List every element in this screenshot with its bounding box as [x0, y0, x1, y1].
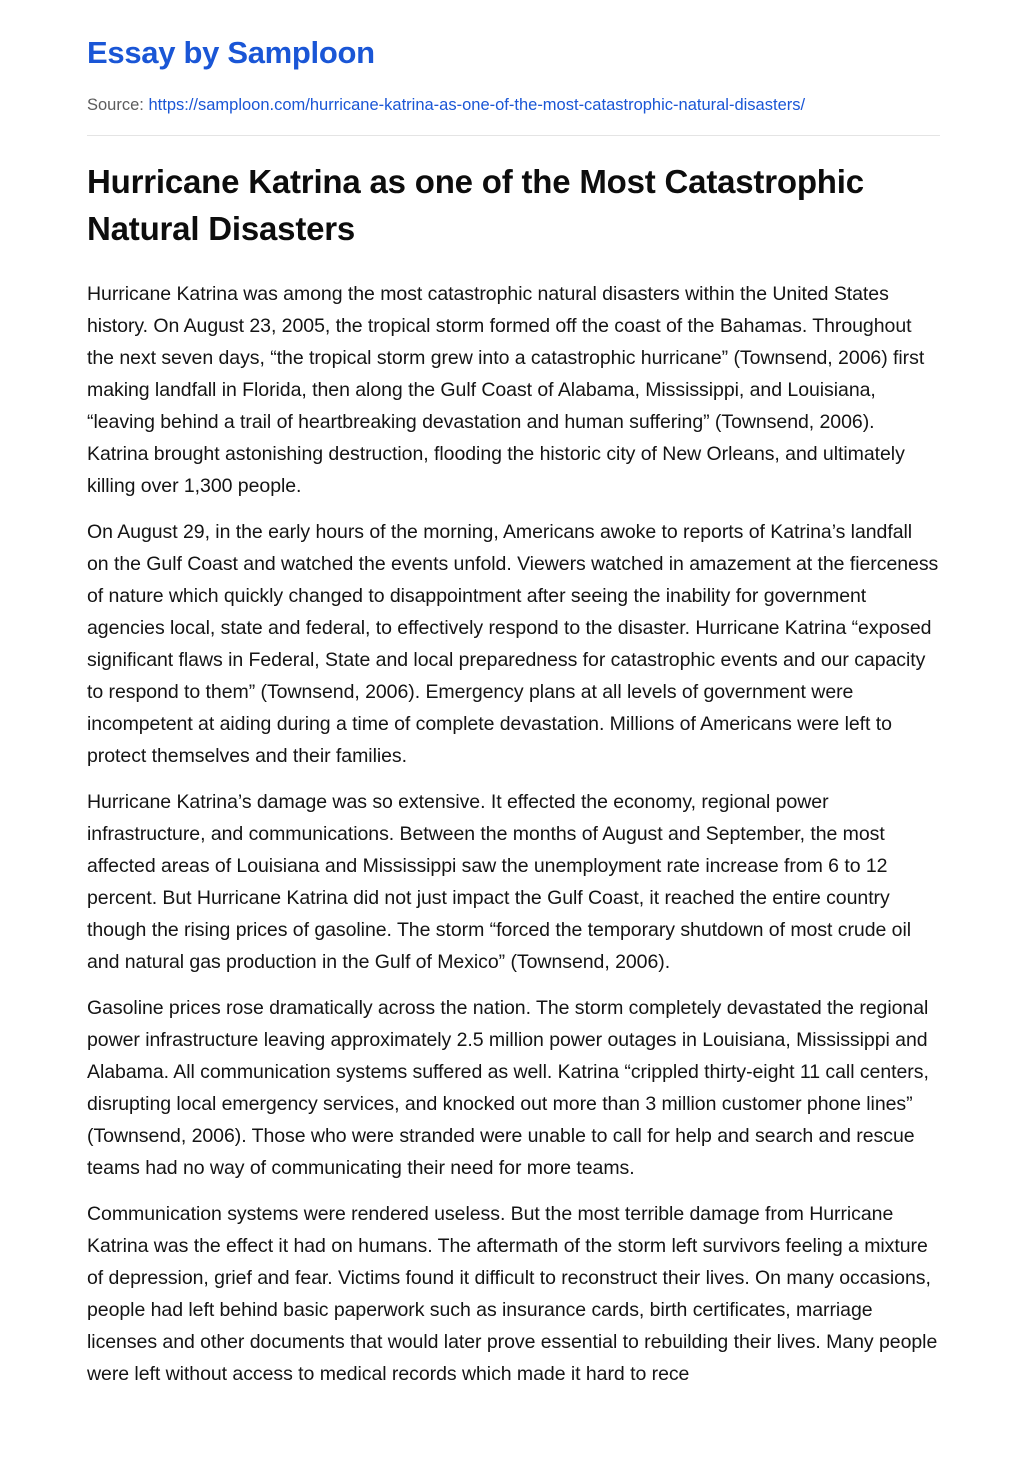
- source-line: [87, 92, 937, 119]
- essay-body: [87, 278, 939, 1390]
- body-paragraph: Communication systems were rendered useless. But the most terrible damage from Hurricane Katrina was the effect it had on humans. The aftermath of the storm left survivors feeling a mixture of depression, grief and fear. Victims found it difficult to reconstruct their lives. On many occasions, people had left behind basic paperwork such as insurance cards, birth certificates, marriage licenses and other documents that would later prove essential to rebuilding their lives. Many people were left without access to medical records which made it hard to rece: [87, 1203, 938, 1386]
- site-header: [0, 0, 1024, 70]
- body-paragraph: Hurricane Katrina was among the most catastrophic natural disasters within the United States history. On August 23, 2005, the tropical storm formed off the coast of the Bahamas. Throughout the next seven days, “the tropical storm grew into a catastrophic hurricane” (Townsend, 2006) first making landfall in Florida, then along the Gulf Coast of Alabama, Mississippi, and Louisiana, “leaving behind a trail of heartbreaking devastation and human suffering” (Townsend, 2006). Katrina brought astonishing destruction, flooding the historic city of New Orleans, and ultimately killing over 1,300 people.: [87, 283, 925, 498]
- site-logo[interactable]: Essay by Samploon: [87, 35, 375, 70]
- header-divider: [87, 135, 940, 136]
- body-paragraph: Gasoline prices rose dramatically across the nation. The storm completely devastated the regional power infrastructure leaving approximately 2.5 million power outages in Louisiana, Mississippi and Alabama. All communication systems suffered as well. Katrina “crippled thirty-eight 11 call centers, disrupting local emergency services, and knocked out more than 3 million customer phone lines” (Townsend, 2006). Those who were stranded were unable to call for help and search and rescue teams had no way of communicating their need for more teams.: [87, 997, 929, 1180]
- source-url-link[interactable]: https://samploon.com/hurricane-katrina-as-one-of-the-most-catastrophic-natural-disasters/: [148, 96, 806, 115]
- source-label: Source:: [87, 96, 144, 115]
- page-title: Hurricane Katrina as one of the Most Catastrophic Natural Disasters: [87, 163, 864, 248]
- body-paragraph: Hurricane Katrina’s damage was so extensive. It effected the economy, regional power infrastructure, and communications. Between the months of August and September, the most affected areas of Louisiana and Mississippi saw the unemployment rate increase from 6 to 12 percent. But Hurricane Katrina did not just impact the Gulf Coast, it reached the entire country though the rising prices of gasoline. The storm “forced the temporary shutdown of most crude oil and natural gas production in the Gulf of Mexico” (Townsend, 2006).: [87, 791, 912, 974]
- body-paragraph: On August 29, in the early hours of the morning, Americans awoke to reports of Katrina’s landfall on the Gulf Coast and watched the events unfold. Viewers watched in amazement at the fierceness of nature which quickly changed to disappointment after seeing the inability for government agencies local, state and federal, to effectively respond to the disaster. Hurricane Katrina “exposed significant flaws in Federal, State and local preparedness for catastrophic events and our capacity to respond to them” (Townsend, 2006). Emergency plans at all levels of government were incompetent at aiding during a time of complete devastation. Millions of Americans were left to protect themselves and their families.: [87, 521, 939, 768]
